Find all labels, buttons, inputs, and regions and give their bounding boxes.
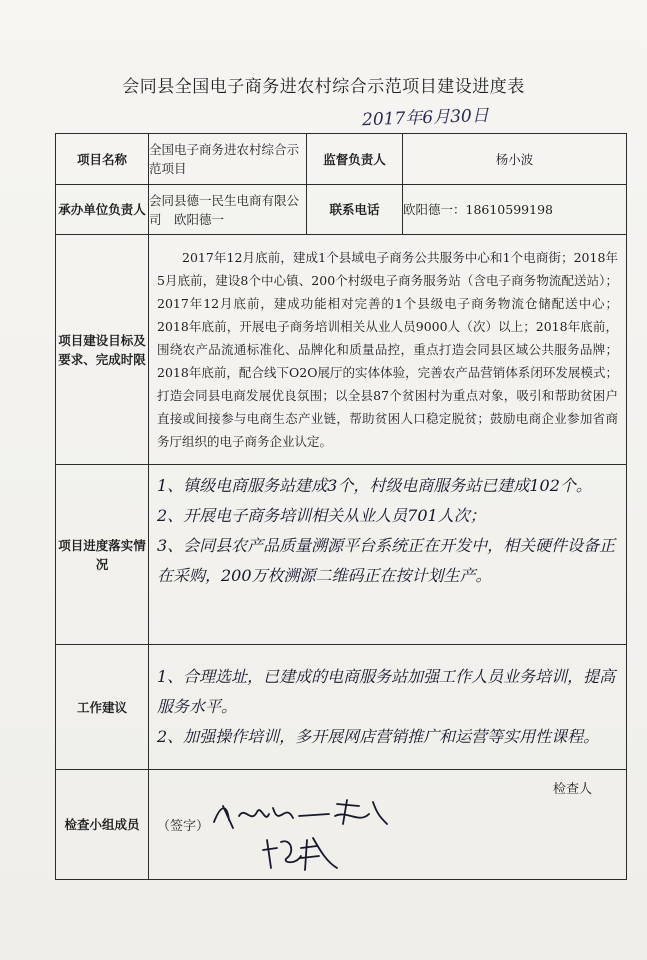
progress-item: 3、会同县农产品质量溯源平台系统正在开发中，相关硬件设备正在采购，200万枚溯源二维码正在按计划生产。	[157, 536, 616, 585]
row-undertaker	[56, 185, 627, 235]
handwritten-date: 2017年6月30日	[361, 105, 490, 131]
supervisor-value: 杨小波	[403, 134, 627, 185]
row-inspection	[56, 770, 627, 880]
goals-label: 项目建设目标及要求、完成时限	[56, 235, 149, 465]
document-title: 会同县全国电子商务进农村综合示范项目建设进度表	[122, 77, 525, 97]
suggestion-item: 1、合理选址，已建成的电商服务站加强工作人员业务培训，提高服务水平。	[157, 667, 616, 716]
goals-text: 2017年12月底前，建成1个县域电子商务公共服务中心和1个电商街；2018年5月底前，建设8个中心镇、200个村级电子商务服务站（含电子商务物流配送站）；2017年12月底前，建成功能相对完善的1个县级电子商务物流仓储配送中心；2018年底前，开展电子商务培训相关从业人员9000人（次）以上；2018年底前，围绕农产品流通标准化、品牌化和质量品控，重点打造会同县区域公共服务品牌；2018年底前，配合线下O2O展厅的实体体验，完善农产品营销体系闭环发展模式；打造会同县电商发展优良氛围；以全县87个贫困村为重点对象，吸引和帮助贫困户直接或间接参与电商生态产业链，帮助贫困人口稳定脱贫；鼓励电商企业参加省商务厅组织的电子商务企业认定。	[157, 250, 618, 449]
signature-1	[209, 794, 389, 834]
row-progress	[56, 465, 627, 645]
progress-table	[55, 133, 627, 880]
suggestion-item: 2、加强操作培训，多开展网店营销推广和运营等实用性课程。	[157, 727, 600, 746]
supervisor-label: 监督负责人	[307, 134, 403, 185]
project-name-label: 项目名称	[56, 134, 149, 185]
row-project-name	[56, 134, 627, 185]
suggestions-handwriting	[149, 662, 626, 752]
inspector-label: 检查人	[552, 782, 592, 797]
inspection-label: 检查小组成员	[56, 770, 149, 880]
undertaker-value: 会同县德一民生电商有限公司 欧阳德一	[149, 185, 307, 235]
progress-item: 1、镇级电商服务站建成3个，村级电商服务站已建成102个。	[157, 476, 592, 495]
suggestions-label: 工作建议	[56, 645, 149, 770]
progress-item: 2、开展电子商务培训相关从业人员701人次；	[157, 506, 486, 525]
signature-2	[261, 832, 341, 874]
undertaker-label: 承办单位负责人	[56, 185, 149, 235]
progress-handwriting	[149, 471, 626, 591]
phone-label: 联系电话	[307, 185, 403, 235]
project-name-value: 全国电子商务进农村综合示范项目	[149, 134, 307, 185]
row-suggestions	[56, 645, 627, 770]
row-goals	[56, 235, 627, 465]
progress-label: 项目进度落实情况	[56, 465, 149, 645]
phone-value: 欧阳德一：18610599198	[403, 185, 627, 235]
sign-label: （签字）	[157, 819, 210, 834]
